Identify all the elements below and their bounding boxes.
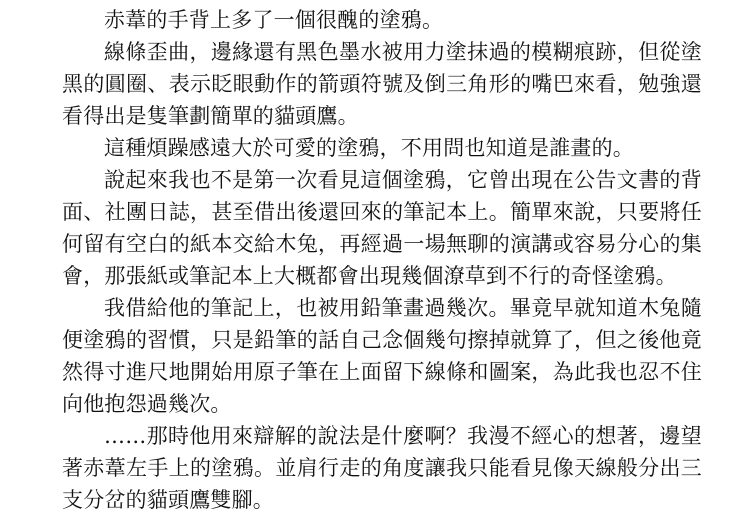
paragraph: 赤葦的手背上多了一個很醜的塗鴉。 — [104, 8, 444, 32]
paragraph: 線條歪曲，邊緣還有黑色墨水被用力塗抹過的模糊痕跡，但從塗黑的圓圈、表示眨眼動作的箭頭符號及倒三角形的嘴巴來看，勉強還看得出是隻筆劃簡單的貓頭鷹。 — [62, 40, 702, 128]
paragraph: 這種煩躁感遠大於可愛的塗鴉，不用問也知道是誰畫的。 — [104, 136, 634, 160]
paragraph: 我借給他的筆記上，也被用鉛筆畫過幾次。畢竟早就知道木兔隨便塗鴉的習慣，只是鉛筆的話自己念個幾句擦掉就算了，但之後他竟然得寸進尺地開始用原子筆在上面留下線條和圖案，為此我也忍不住向他抱怨過幾次。 — [62, 296, 702, 416]
paragraph: 說起來我也不是第一次看見這個塗鴉，它曾出現在公告文書的背面、社團日誌，甚至借出後還回來的筆記本上。簡單來說，只要將任何留有空白的紙本交給木兔，再經過一場無聊的演講或容易分心的集會，那張紙或筆記本上大概都會出現幾個潦草到不行的奇怪塗鴉。 — [62, 168, 702, 288]
paragraph: ……那時他用來辯解的說法是什麼啊？我漫不經心的想著，邊望著赤葦左手上的塗鴉。並肩行走的角度讓我只能看見像天線般分出三支分岔的貓頭鷹雙腳。 — [62, 424, 702, 512]
document-body — [62, 4, 702, 516]
